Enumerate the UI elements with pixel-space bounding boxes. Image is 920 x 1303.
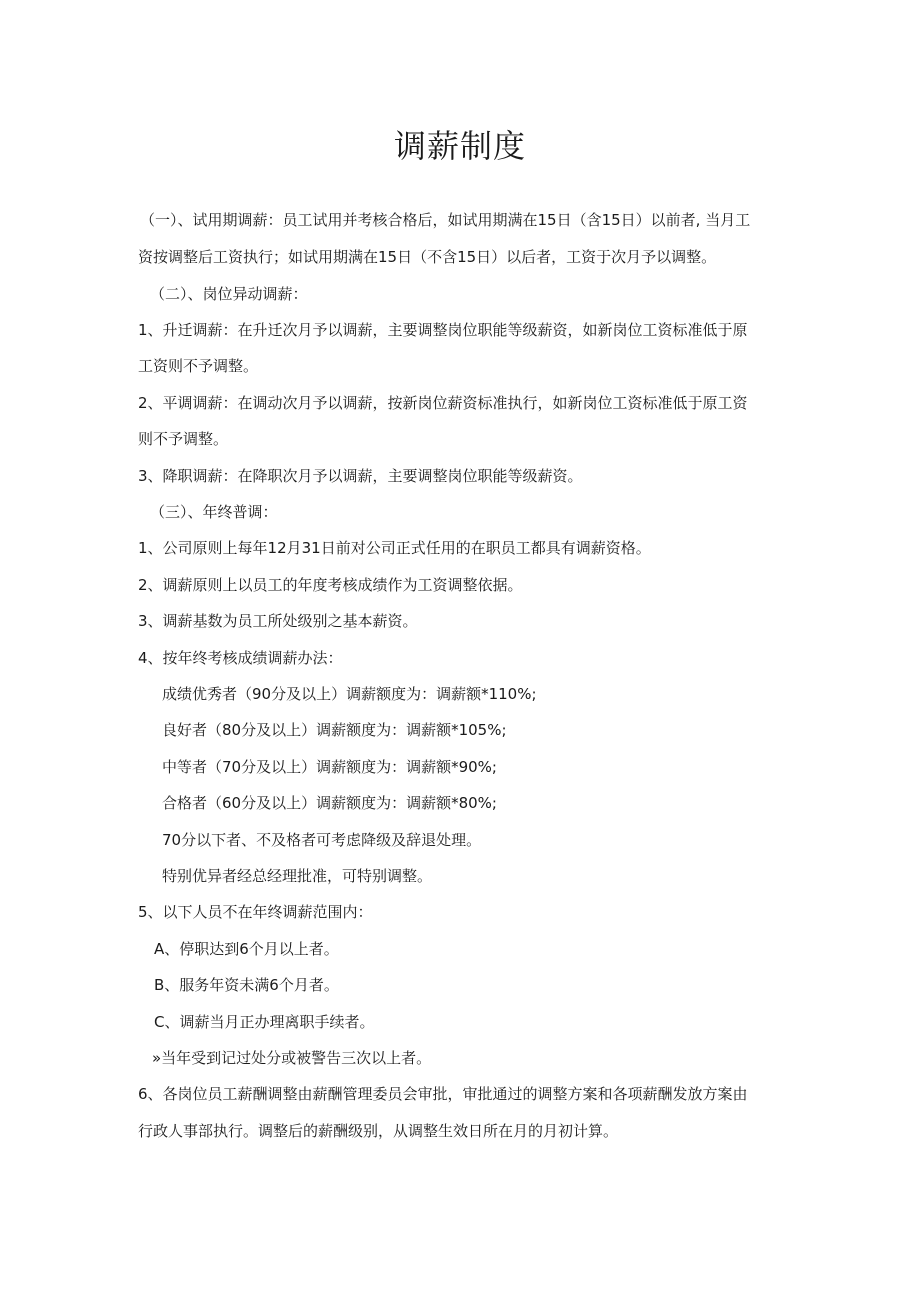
paragraph-line: （一）、试用期调薪：员工试用并考核合格后，如试用期满在15日（含15日）以前者, 当月工 <box>140 211 751 229</box>
list-item: 成绩优秀者（90分及以上）调薪额度为：调薪额*110%; <box>162 685 537 703</box>
paragraph-line: 2、平调调薪：在调动次月予以调薪，按新岗位薪资标准执行，如新岗位工资标准低于原工资 <box>138 394 748 412</box>
list-item: »当年受到记过处分或被警告三次以上者。 <box>152 1049 432 1067</box>
list-item: A、停职达到6个月以上者。 <box>154 940 339 958</box>
document-title: 调薪制度 <box>393 127 526 165</box>
section-heading: （三）、年终普调： <box>150 503 278 521</box>
list-item: 中等者（70分及以上）调薪额度为：调薪额*90%; <box>162 758 497 776</box>
paragraph-line: 4、按年终考核成绩调薪办法： <box>138 649 343 667</box>
paragraph-line: 6、各岗位员工薪酬调整由薪酬管理委员会审批，审批通过的调整方案和各项薪酬发放方案由 <box>138 1085 748 1103</box>
list-item: 特别优异者经总经理批准，可特别调整。 <box>162 867 433 885</box>
paragraph-line: 1、公司原则上每年12月31日前对公司正式任用的在职员工都具有调薪资格。 <box>138 539 651 557</box>
section-heading: （二）、岗位异动调薪： <box>150 285 308 303</box>
paragraph-line: 1、升迁调薪：在升迁次月予以调薪，主要调整岗位职能等级薪资，如新岗位工资标准低于原 <box>138 321 748 339</box>
list-item: C、调薪当月正办理离职手续者。 <box>154 1013 375 1031</box>
paragraph-line: 行政人事部执行。调整后的薪酬级别，从调整生效日所在月的月初计算。 <box>138 1122 619 1140</box>
list-item: 70分以下者、不及格者可考虑降级及辞退处理。 <box>162 831 482 849</box>
paragraph-line: 2、调薪原则上以员工的年度考核成绩作为工资调整依据。 <box>138 576 523 594</box>
paragraph-line: 3、降职调薪：在降职次月予以调薪，主要调整岗位职能等级薪资。 <box>138 467 583 485</box>
list-item: B、服务年资未满6个月者。 <box>154 976 339 994</box>
paragraph-line: 资按调整后工资执行；如试用期满在15日（不含15日）以后者，工资于次月予以调整。 <box>138 248 717 266</box>
paragraph-line: 工资则不予调整。 <box>138 357 259 375</box>
paragraph-line: 则不予调整。 <box>138 430 229 448</box>
list-item: 合格者（60分及以上）调薪额度为：调薪额*80%; <box>162 794 497 812</box>
paragraph-line: 5、以下人员不在年终调薪范围内： <box>138 903 373 921</box>
paragraph-line: 3、调薪基数为员工所处级别之基本薪资。 <box>138 612 418 630</box>
list-item: 良好者（80分及以上）调薪额度为：调薪额*105%; <box>162 721 507 739</box>
